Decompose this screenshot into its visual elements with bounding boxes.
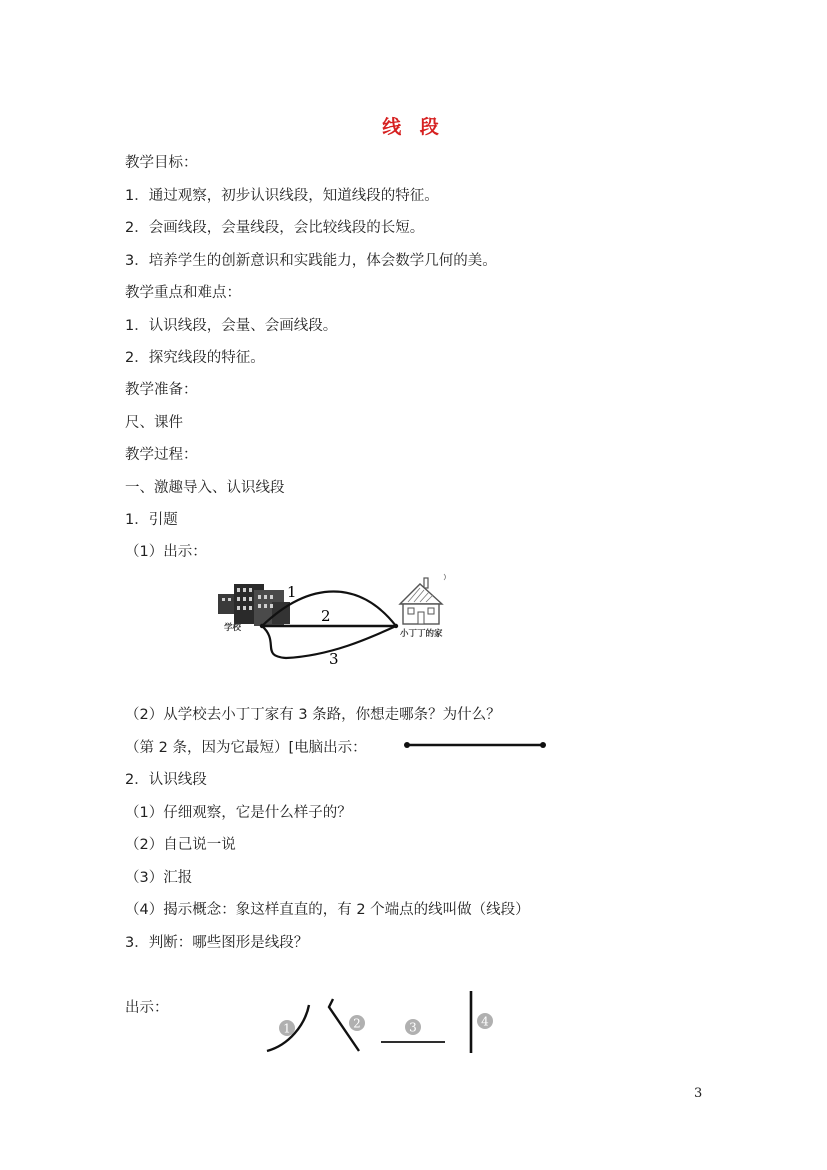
route-label-3: 3 <box>329 650 339 668</box>
route-label-2: 2 <box>321 607 331 625</box>
step-2-heading: 2．认识线段 <box>125 772 207 788</box>
section-heading-preparation: 教学准备： <box>125 382 198 398</box>
section-heading-key-points: 教学重点和难点： <box>125 285 241 301</box>
step-2-item-4: （4）揭示概念：象这样直直的，有 2 个端点的线叫做（线段） <box>125 902 530 918</box>
home-label: 小丁丁的家 <box>400 629 443 639</box>
step-3-heading: 3．判断：哪些图形是线段？ <box>125 935 309 951</box>
shape-2-label: 2 <box>353 1016 361 1031</box>
key-point-2: 2．探究线段的特征。 <box>125 350 265 366</box>
goal-item-3: 3．培养学生的创新意识和实践能力，体会数学几何的美。 <box>125 253 497 269</box>
section-heading-process: 教学过程： <box>125 447 198 463</box>
step-1-answer: （第 2 条，因为它最短）[电脑出示： <box>125 740 367 756</box>
shape-4-label: 4 <box>481 1014 489 1029</box>
key-point-1: 1．认识线段，会量、会画线段。 <box>125 318 338 334</box>
preparation-text: 尺、课件 <box>125 415 183 431</box>
goal-item-1: 1．通过观察，初步认识线段，知道线段的特征。 <box>125 188 439 204</box>
page-number: 3 <box>694 1086 703 1101</box>
step-2-item-1: （1）仔细观察，它是什么样子的？ <box>125 805 352 821</box>
step-1-show: （1）出示： <box>125 544 207 560</box>
goal-item-2: 2．会画线段，会量线段，会比较线段的长短。 <box>125 220 425 236</box>
school-label: 学校 <box>224 623 242 633</box>
segment-endpoint-left <box>404 742 410 748</box>
section-heading-goals: 教学目标： <box>125 155 198 171</box>
shape-1-label: 1 <box>283 1021 291 1036</box>
step-1-question: （2）从学校去小丁丁家有 3 条路，你想走哪条？为什么？ <box>125 707 501 723</box>
shape-3-label: 3 <box>409 1020 417 1035</box>
segment-endpoint-right <box>540 742 546 748</box>
route-figure <box>210 570 460 675</box>
step-3-show: 出示： <box>125 1000 169 1016</box>
route-label-1: 1 <box>287 583 297 601</box>
step-2-item-2: （2）自己说一说 <box>125 837 236 853</box>
judge-shapes-figure <box>255 985 505 1057</box>
line-segment-figure <box>403 738 549 752</box>
page-title: 线 段 <box>382 116 445 138</box>
step-1-heading: 1．引题 <box>125 512 178 528</box>
school-building-icon <box>218 584 290 626</box>
home-house-icon <box>400 574 446 624</box>
step-2-item-3: （3）汇报 <box>125 870 193 886</box>
process-part-1: 一、激趣导入、认识线段 <box>125 480 285 496</box>
